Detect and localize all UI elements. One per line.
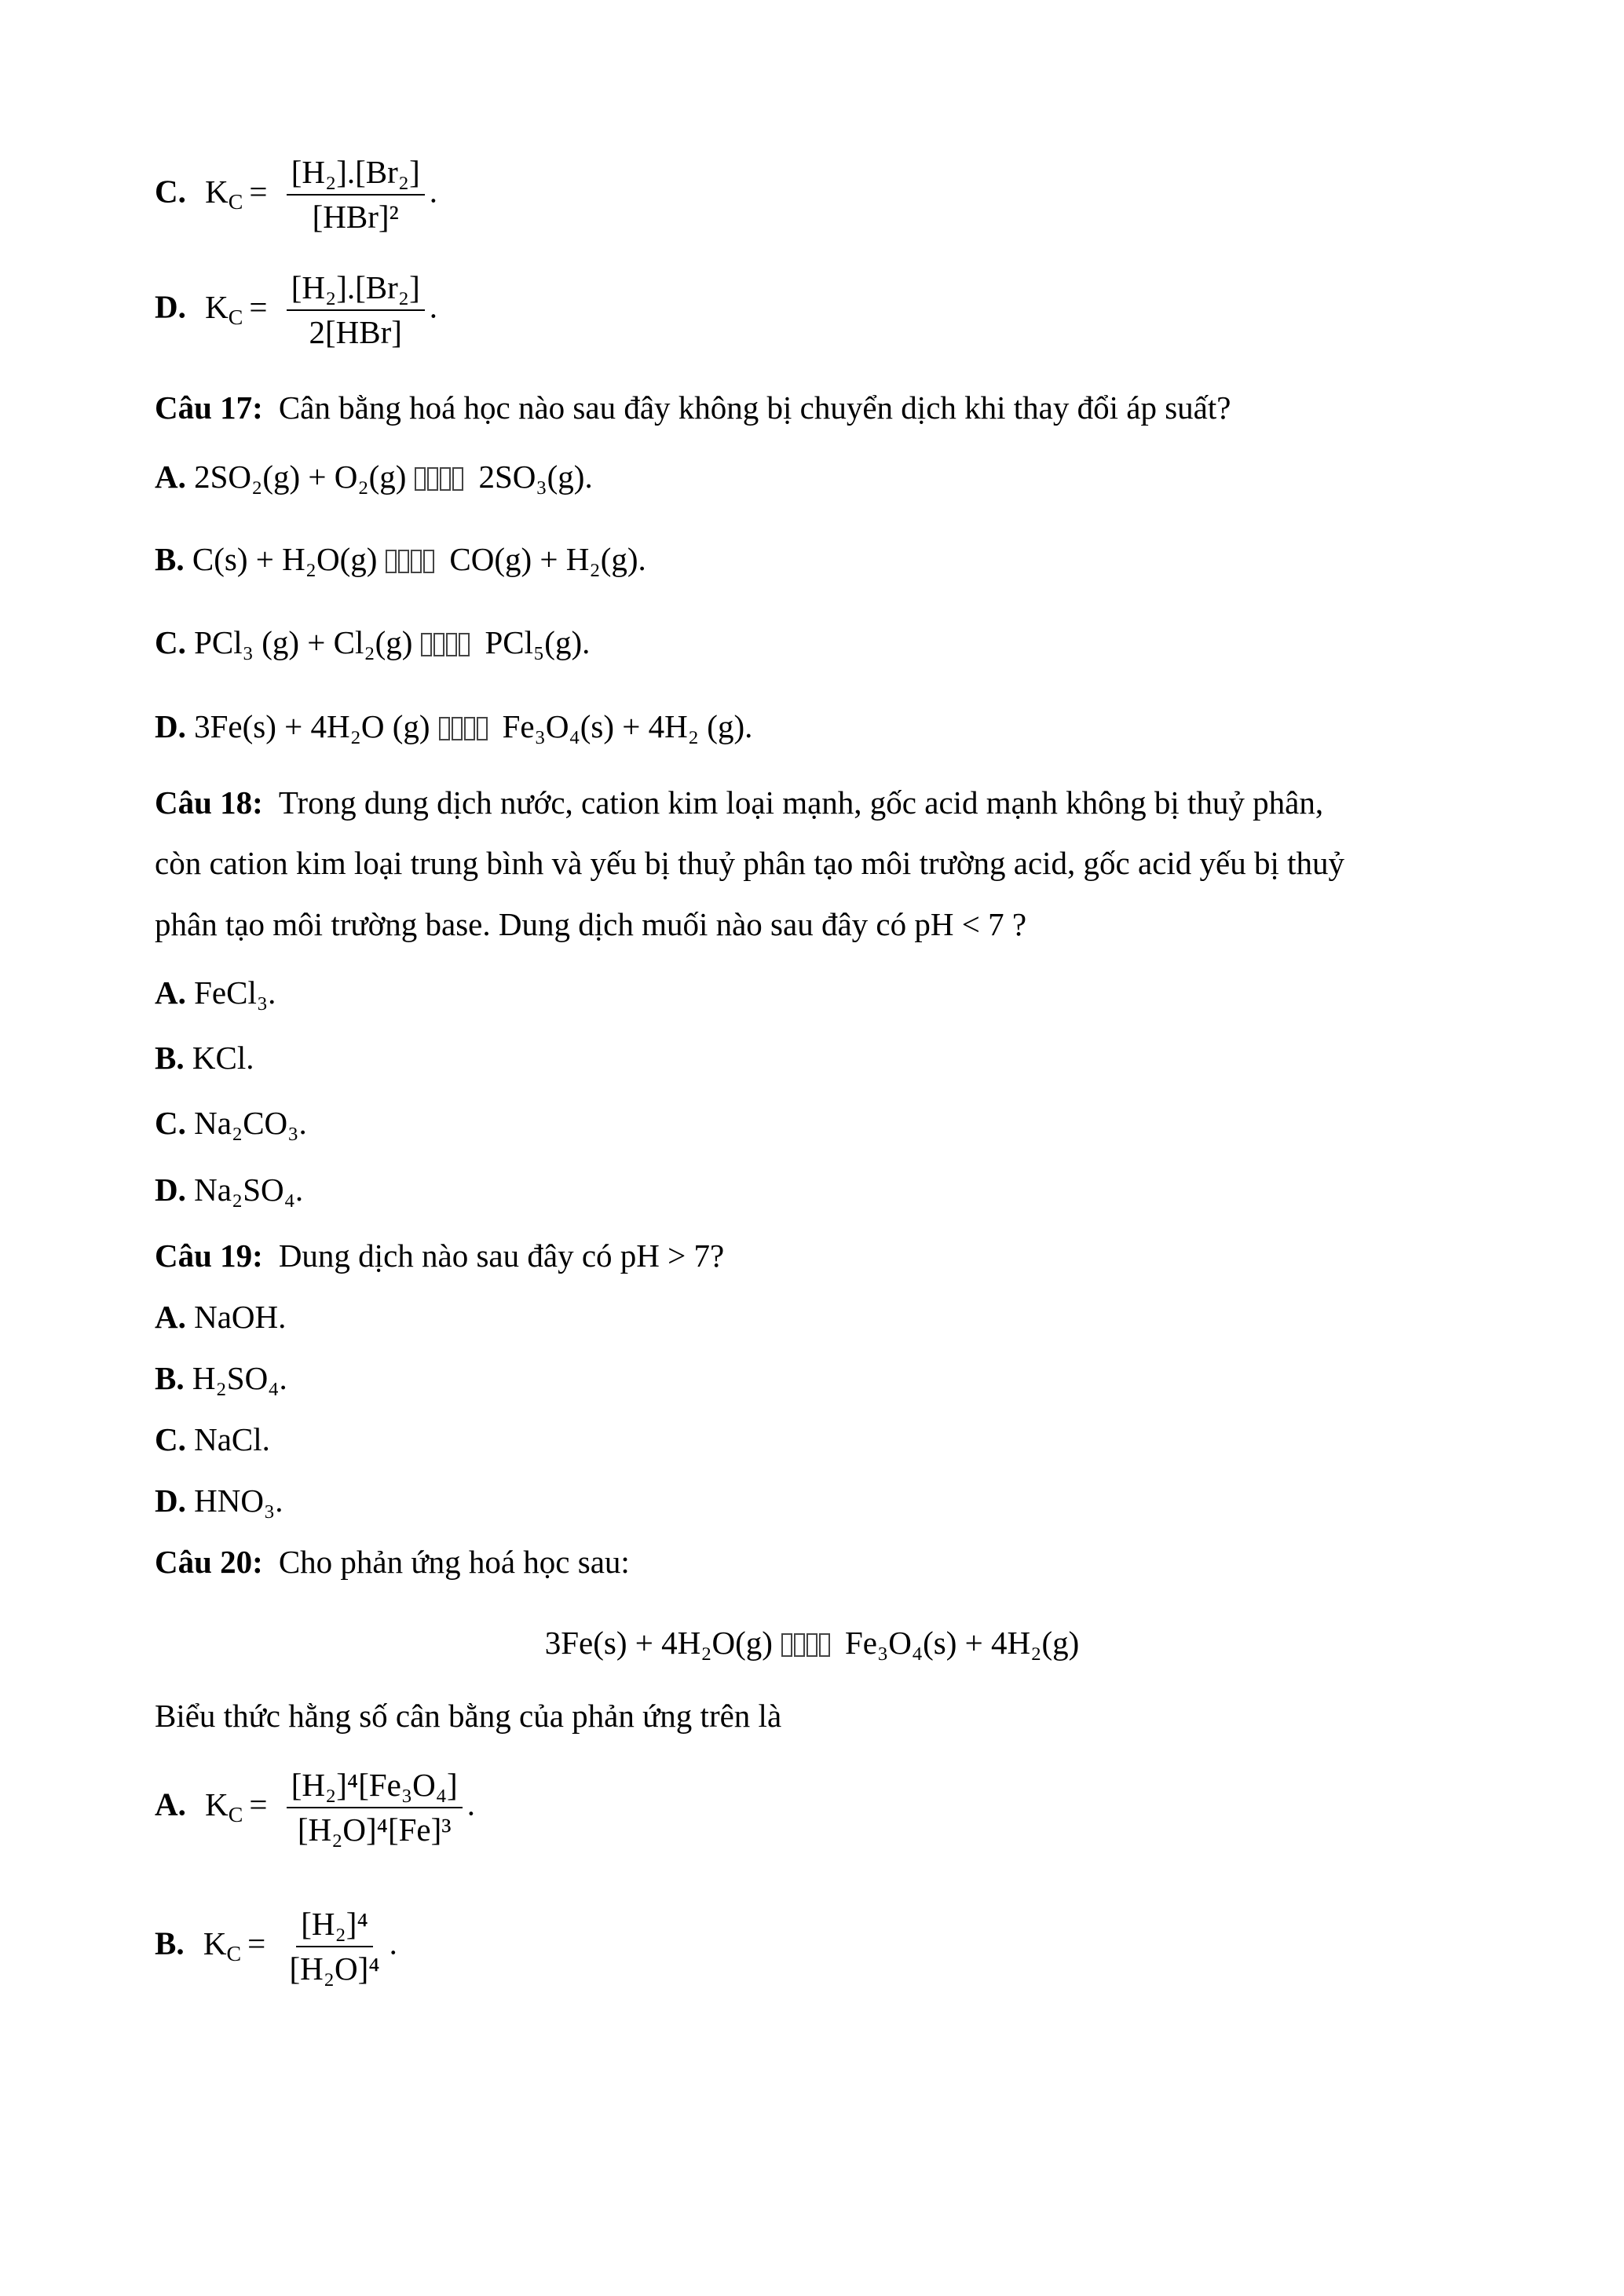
- kc-symbol: $K_C$: [205, 288, 243, 330]
- fraction-numerator: [H₂]⁴: [296, 1906, 373, 1947]
- kc-fraction: [287, 154, 425, 236]
- question-text: Cho phản ứng hoá học sau:: [278, 1544, 630, 1580]
- option-label: D.: [155, 288, 186, 325]
- fraction-denominator: [HBr]²: [312, 199, 399, 236]
- fraction-denominator: 2[HBr]: [309, 314, 402, 351]
- q19-option-b: B. H₂SO₄.: [155, 1360, 287, 1396]
- kc-symbol: $K_C$: [205, 1786, 243, 1827]
- kc-fraction: [287, 1767, 463, 1848]
- equilibrium-arrow-icon: [438, 709, 488, 744]
- q18-option-c: C. Na₂CO₃.: [155, 1105, 307, 1141]
- reaction-equation: 3Fe(s) + 4H₂O(g) Fe₃O₄(s) + 4H₂(g): [544, 1625, 1080, 1661]
- q19-option-c: C. NaCl.: [155, 1421, 270, 1457]
- equilibrium-arrow-icon: [414, 459, 464, 495]
- option-label: B.: [155, 1925, 185, 1961]
- option-label: A.: [155, 1786, 186, 1823]
- q18-option-b: B. KCl.: [155, 1040, 254, 1076]
- q19-option-a: A. NaOH.: [155, 1299, 287, 1335]
- q17-option-b: B. C(s) + H₂O(g) CO(g) + H₂(g).: [155, 541, 646, 577]
- q17-option-a: A. 2SO₂(g) + O₂(g) 2SO₃(g).: [155, 459, 593, 495]
- fraction-numerator: [H₂].[Br₂]: [287, 154, 425, 196]
- question-18: [155, 785, 1323, 821]
- question-text: Cân bằng hoá học nào sau đây không bị chuyển dịch khi thay đổi áp suất?: [278, 389, 1231, 426]
- q18-option-d: D. Na₂SO₄.: [155, 1172, 304, 1208]
- question-number: Câu 18:: [155, 784, 263, 821]
- kc-fraction: [287, 269, 425, 351]
- kc-symbol: $K_C$: [205, 173, 243, 214]
- question-number: Câu 17:: [155, 389, 263, 426]
- equilibrium-arrow-icon: [385, 542, 435, 577]
- q18-option-a: A. FeCl₃.: [155, 974, 276, 1011]
- option-c-prev: C. $K_C$ = $\frac{\text{[H₂].[Br₂]}}{\text{[HBr]²}}$ .: [155, 154, 437, 236]
- question-number: Câu 20:: [155, 1544, 263, 1580]
- question-text-line-1: Trong dung dịch nước, cation kim loại mạnh, gốc acid mạnh không bị thuỷ phân,: [278, 784, 1324, 821]
- q20-option-b: B. $K_C$ = $\frac{\text{[H₂]⁴}}{\text{[H₂O]⁴}}$ .: [155, 1906, 397, 1987]
- equilibrium-arrow-icon: [420, 625, 470, 660]
- kc-fraction: [284, 1906, 384, 1987]
- equilibrium-arrow-icon: [781, 1624, 831, 1662]
- question-20: [155, 1545, 630, 1580]
- fraction-denominator: [H₂O]⁴[Fe]³: [297, 1812, 452, 1848]
- question-text: Dung dịch nào sau đây có pH > 7?: [278, 1238, 725, 1274]
- q20-option-a: A. $K_C$ = $\frac{\text{[H₂]⁴[Fe₃O₄]}}{\text{[H₂O]⁴[Fe]³}}$ .: [155, 1767, 475, 1848]
- question-number: Câu 19:: [155, 1238, 263, 1274]
- question-18-line-2: còn cation kim loại trung bình và yếu bị thuỷ phân tạo môi trường acid, gốc acid yếu bị thuỷ: [155, 845, 1345, 881]
- q19-option-d: D. HNO₃.: [155, 1483, 283, 1519]
- option-d-prev: D. $K_C$ = $\frac{\text{[H₂].[Br₂]}}{\text{2[HBr]}}$ .: [155, 269, 437, 351]
- question-20-prompt: Biểu thức hằng số cân bằng của phản ứng trên là: [155, 1698, 782, 1734]
- option-label: C.: [155, 173, 186, 210]
- question-18-line-3: phân tạo môi trường base. Dung dịch muối nào sau đây có pH < 7 ?: [155, 906, 1027, 942]
- question-19: [155, 1238, 724, 1274]
- fraction-numerator: [H₂].[Br₂]: [287, 269, 425, 311]
- fraction-denominator: [H₂O]⁴: [289, 1951, 380, 1987]
- q17-option-d: D. 3Fe(s) + 4H₂O (g) Fe₃O₄(s) + 4H₂ (g).: [155, 708, 753, 744]
- fraction-numerator: [H₂]⁴[Fe₃O₄]: [287, 1767, 463, 1808]
- question-17: [155, 390, 1231, 426]
- q17-option-c: C. PCl₃ (g) + Cl₂(g) PCl₅(g).: [155, 624, 591, 660]
- kc-symbol: $K_C$: [203, 1925, 242, 1966]
